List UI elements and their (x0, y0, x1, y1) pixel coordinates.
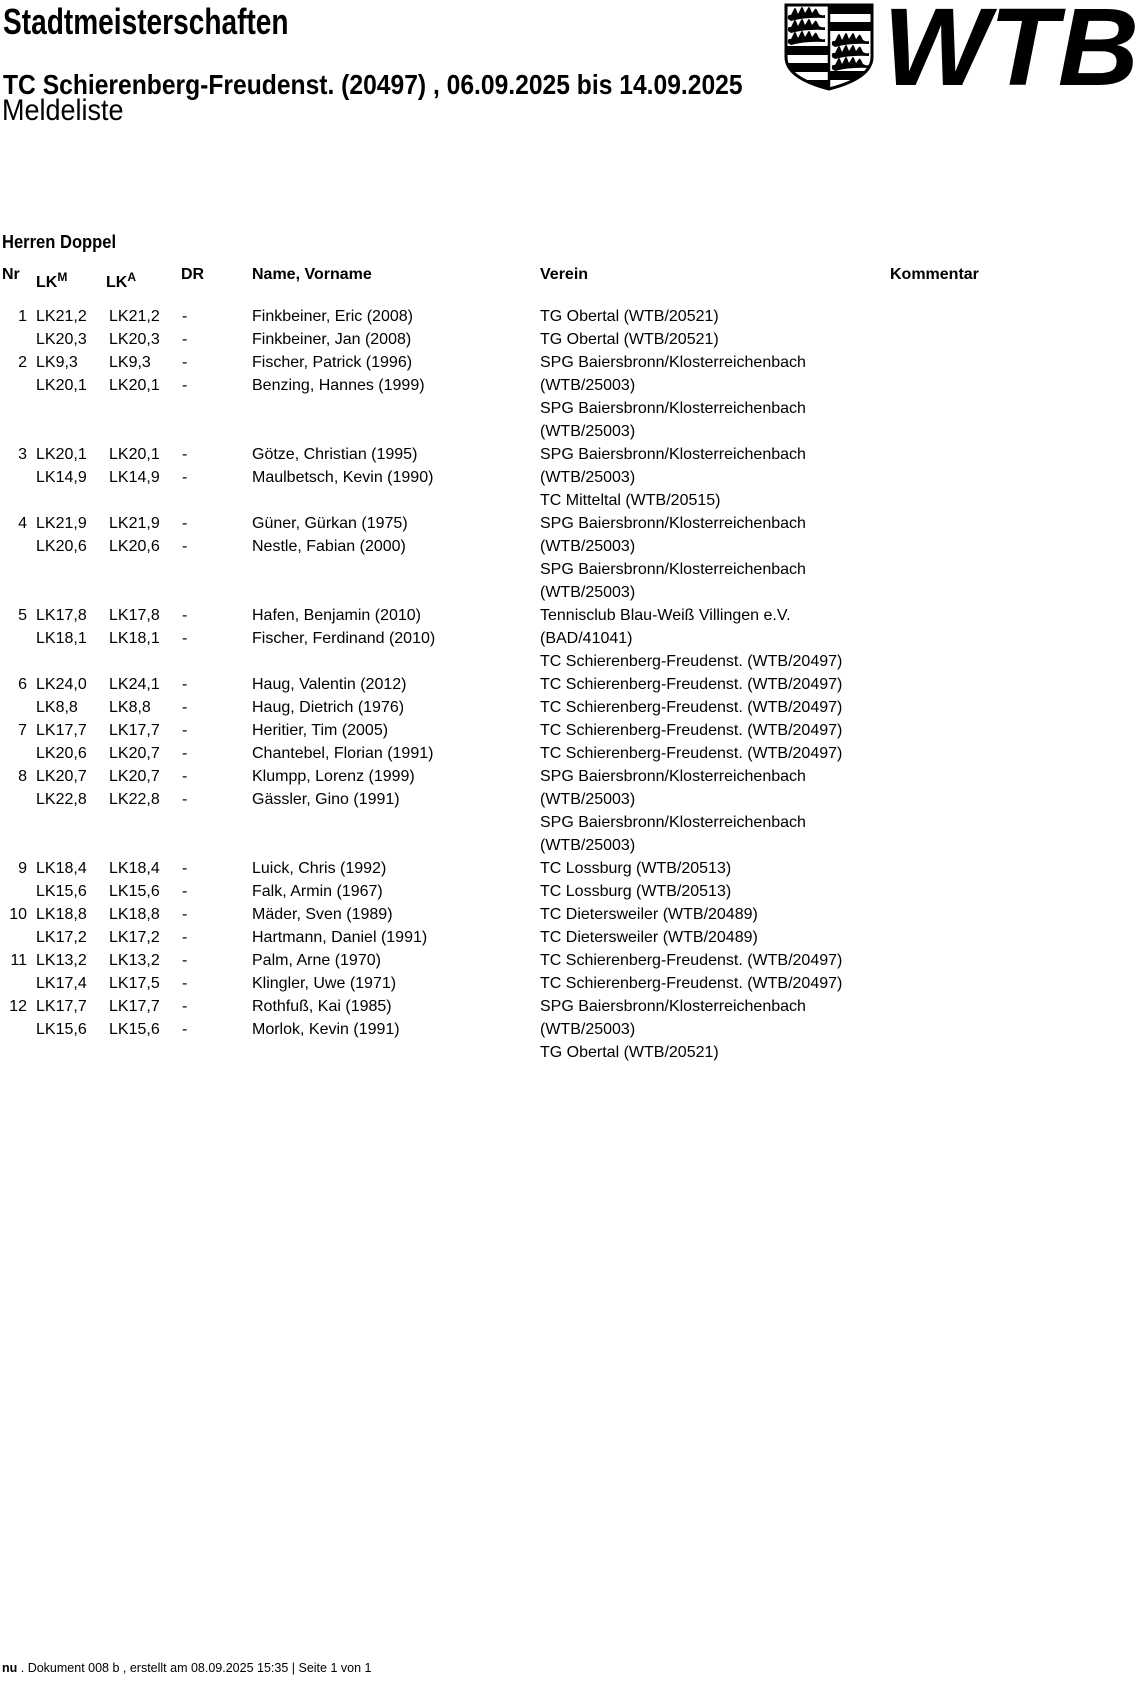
player-verein: TC Schierenberg-Freudenst. (WTB/20497) (540, 653, 843, 670)
player-dr: - (182, 998, 188, 1015)
player-name: Palm, Arne (1970) (252, 952, 381, 969)
player-name: Mäder, Sven (1989) (252, 906, 393, 923)
player-verein: TC Schierenberg-Freudenst. (WTB/20497) (540, 699, 843, 716)
player-name: Haug, Dietrich (1976) (252, 699, 405, 716)
player-lk-a: LK22,8 (109, 791, 160, 808)
table-row-line (0, 512, 1142, 535)
table-row-line (0, 466, 1142, 489)
player-name: Hafen, Benjamin (2010) (252, 607, 421, 624)
table-row-line (0, 995, 1142, 1018)
document-title: Stadtmeisterschaften (3, 1, 289, 42)
player-dr: - (182, 308, 188, 325)
footer-text: . Dokument 008 b , erstellt am 08.09.2025 15:35 | Seite 1 von 1 (17, 1661, 372, 1675)
table-row-line (0, 719, 1142, 742)
player-lk-m: LK13,2 (36, 952, 87, 969)
table-row-line (0, 788, 1142, 811)
player-lk-m: LK15,6 (36, 1021, 87, 1038)
player-dr: - (182, 699, 188, 716)
table-row-line (0, 443, 1142, 466)
player-lk-a: LK9,3 (109, 354, 151, 371)
col-header-lk-m-sup: M (57, 270, 68, 284)
player-lk-m: LK24,0 (36, 676, 87, 693)
player-lk-m: LK20,1 (36, 446, 87, 463)
player-name: Fischer, Patrick (1996) (252, 354, 413, 371)
player-name: Fischer, Ferdinand (2010) (252, 630, 436, 647)
player-lk-m: LK20,6 (36, 538, 87, 555)
table-row-line (0, 328, 1142, 351)
player-lk-m: LK18,1 (36, 630, 87, 647)
player-name: Chantebel, Florian (1991) (252, 745, 434, 762)
col-header-lk-a (106, 270, 136, 292)
player-lk-a: LK13,2 (109, 952, 160, 969)
player-dr: - (182, 354, 188, 371)
player-name: Hartmann, Daniel (1991) (252, 929, 428, 946)
player-verein: (WTB/25003) (540, 584, 636, 601)
player-lk-a: LK20,6 (109, 538, 160, 555)
table-row-line (0, 604, 1142, 627)
col-header-lk-m-label: LK (36, 274, 58, 291)
player-lk-a: LK17,5 (109, 975, 160, 992)
player-name: Nestle, Fabian (2000) (252, 538, 406, 555)
player-lk-a: LK18,1 (109, 630, 160, 647)
player-verein: TC Dietersweiler (WTB/20489) (540, 929, 758, 946)
player-dr: - (182, 331, 188, 348)
table-row-line (0, 903, 1142, 926)
player-name: Falk, Armin (1967) (252, 883, 383, 900)
wtb-logo-lettering (883, 0, 1142, 109)
player-verein: TC Dietersweiler (WTB/20489) (540, 906, 758, 923)
player-verein: TC Mitteltal (WTB/20515) (540, 492, 721, 509)
page-footer (2, 1661, 371, 1676)
table-row-line (0, 558, 1142, 581)
player-dr: - (182, 630, 188, 647)
player-name: Luick, Chris (1992) (252, 860, 387, 877)
wtb-logo (783, 0, 1142, 109)
player-lk-a: LK21,2 (109, 308, 160, 325)
player-verein: (WTB/25003) (540, 538, 636, 555)
row-number: 8 (18, 768, 27, 785)
player-dr: - (182, 860, 188, 877)
table-row-line (0, 374, 1142, 397)
player-lk-a: LK21,9 (109, 515, 160, 532)
document-type-label: Meldeliste (2, 94, 124, 127)
table-row-line (0, 696, 1142, 719)
player-lk-m: LK22,8 (36, 791, 87, 808)
player-verein: SPG Baiersbronn/Klosterreichenbach (540, 561, 806, 578)
player-dr: - (182, 883, 188, 900)
player-dr: - (182, 1021, 188, 1038)
wtb-logo-text: WTB (883, 0, 1139, 109)
player-dr: - (182, 768, 188, 785)
table-header (0, 266, 1142, 300)
col-header-name: Name, Vorname (252, 266, 372, 283)
player-lk-a: LK15,6 (109, 883, 160, 900)
player-name: Haug, Valentin (2012) (252, 676, 407, 693)
player-lk-m: LK17,2 (36, 929, 87, 946)
table-row-line (0, 581, 1142, 604)
player-lk-a: LK18,8 (109, 906, 160, 923)
player-dr: - (182, 952, 188, 969)
player-lk-m: LK8,8 (36, 699, 78, 716)
player-name: Morlok, Kevin (1991) (252, 1021, 400, 1038)
player-lk-m: LK21,2 (36, 308, 87, 325)
player-verein: SPG Baiersbronn/Klosterreichenbach (540, 446, 806, 463)
player-verein: SPG Baiersbronn/Klosterreichenbach (540, 998, 806, 1015)
player-lk-a: LK8,8 (109, 699, 151, 716)
player-verein: (WTB/25003) (540, 791, 636, 808)
player-dr: - (182, 446, 188, 463)
row-number: 4 (18, 515, 27, 532)
player-dr: - (182, 906, 188, 923)
player-verein: TG Obertal (WTB/20521) (540, 331, 719, 348)
player-verein: (WTB/25003) (540, 377, 636, 394)
col-header-verein: Verein (540, 266, 589, 283)
player-lk-m: LK18,8 (36, 906, 87, 923)
table-row-line (0, 811, 1142, 834)
row-number: 2 (18, 354, 27, 371)
player-name: Maulbetsch, Kevin (1990) (252, 469, 434, 486)
player-lk-a: LK20,1 (109, 377, 160, 394)
table-row-line (0, 949, 1142, 972)
player-verein: Tennisclub Blau-Weiß Villingen e.V. (540, 607, 791, 624)
table-row-line (0, 673, 1142, 696)
player-lk-m: LK20,6 (36, 745, 87, 762)
player-name: Finkbeiner, Eric (2008) (252, 308, 413, 325)
table-body (0, 305, 1142, 1064)
player-name: Gässler, Gino (1991) (252, 791, 400, 808)
player-name: Güner, Gürkan (1975) (252, 515, 408, 532)
player-lk-m: LK14,9 (36, 469, 87, 486)
col-header-lk-m (36, 270, 68, 292)
player-lk-m: LK17,4 (36, 975, 87, 992)
player-lk-m: LK15,6 (36, 883, 87, 900)
player-verein: TC Lossburg (WTB/20513) (540, 860, 732, 877)
table-row-line (0, 834, 1142, 857)
player-lk-a: LK20,1 (109, 446, 160, 463)
player-verein: SPG Baiersbronn/Klosterreichenbach (540, 400, 806, 417)
player-lk-a: LK14,9 (109, 469, 160, 486)
player-lk-a: LK20,3 (109, 331, 160, 348)
player-verein: (WTB/25003) (540, 1021, 636, 1038)
table-row-line (0, 650, 1142, 673)
row-number: 9 (18, 860, 27, 877)
player-lk-m: LK18,4 (36, 860, 87, 877)
row-number: 6 (18, 676, 27, 693)
player-verein: TC Schierenberg-Freudenst. (WTB/20497) (540, 722, 843, 739)
row-number: 1 (18, 308, 27, 325)
player-lk-m: LK20,3 (36, 331, 87, 348)
player-lk-m: LK20,7 (36, 768, 87, 785)
player-verein: SPG Baiersbronn/Klosterreichenbach (540, 354, 806, 371)
player-dr: - (182, 745, 188, 762)
row-number: 12 (9, 998, 27, 1015)
player-lk-m: LK20,1 (36, 377, 87, 394)
table-row-line (0, 857, 1142, 880)
player-lk-a: LK18,4 (109, 860, 160, 877)
player-verein: TC Schierenberg-Freudenst. (WTB/20497) (540, 745, 843, 762)
table-row-line (0, 420, 1142, 443)
player-verein: (WTB/25003) (540, 469, 636, 486)
player-verein: TG Obertal (WTB/20521) (540, 308, 719, 325)
player-dr: - (182, 722, 188, 739)
player-dr: - (182, 538, 188, 555)
col-header-lk-a-sup: A (127, 270, 136, 284)
player-name: Benzing, Hannes (1999) (252, 377, 425, 394)
player-dr: - (182, 676, 188, 693)
table-row-line (0, 1041, 1142, 1064)
player-verein: TC Schierenberg-Freudenst. (WTB/20497) (540, 952, 843, 969)
player-dr: - (182, 791, 188, 808)
table-row-line (0, 972, 1142, 995)
table-row-line (0, 627, 1142, 650)
player-name: Klumpp, Lorenz (1999) (252, 768, 415, 785)
player-lk-a: LK17,7 (109, 998, 160, 1015)
table-row-line (0, 926, 1142, 949)
col-header-dr: DR (181, 266, 205, 283)
document-subtitle: TC Schierenberg-Freudenst. (20497) , 06.09.2025 bis 14.09.2025 (3, 69, 743, 100)
table-row-line (0, 351, 1142, 374)
player-lk-m: LK17,7 (36, 998, 87, 1015)
player-name: Finkbeiner, Jan (2008) (252, 331, 412, 348)
player-lk-m: LK9,3 (36, 354, 78, 371)
player-lk-m: LK17,7 (36, 722, 87, 739)
row-number: 10 (9, 906, 27, 923)
wtb-shield-icon (783, 2, 875, 92)
row-number: 3 (18, 446, 27, 463)
table-row-line (0, 880, 1142, 903)
player-lk-a: LK20,7 (109, 745, 160, 762)
row-number: 7 (18, 722, 27, 739)
player-lk-a: LK20,7 (109, 768, 160, 785)
row-number: 11 (10, 952, 27, 969)
col-header-nr: Nr (2, 266, 20, 283)
player-lk-a: LK24,1 (109, 676, 160, 693)
player-dr: - (182, 377, 188, 394)
row-number: 5 (18, 607, 27, 624)
player-name: Rothfuß, Kai (1985) (252, 998, 392, 1015)
player-lk-a: LK17,7 (109, 722, 160, 739)
player-dr: - (182, 469, 188, 486)
player-lk-a: LK15,6 (109, 1021, 160, 1038)
player-lk-a: LK17,2 (109, 929, 160, 946)
table-row-line (0, 535, 1142, 558)
section-title: Herren Doppel (2, 232, 117, 252)
player-verein: (WTB/25003) (540, 423, 636, 440)
player-name: Götze, Christian (1995) (252, 446, 418, 463)
table-row-line (0, 1018, 1142, 1041)
footer-app-name: nu (2, 1661, 18, 1675)
player-verein: TC Schierenberg-Freudenst. (WTB/20497) (540, 975, 843, 992)
player-verein: TC Lossburg (WTB/20513) (540, 883, 732, 900)
player-lk-m: LK17,8 (36, 607, 87, 624)
table-row-line (0, 489, 1142, 512)
player-dr: - (182, 929, 188, 946)
player-verein: SPG Baiersbronn/Klosterreichenbach (540, 515, 806, 532)
player-dr: - (182, 975, 188, 992)
player-verein: (BAD/41041) (540, 630, 633, 647)
player-verein: SPG Baiersbronn/Klosterreichenbach (540, 814, 806, 831)
player-dr: - (182, 607, 188, 624)
col-header-kommentar: Kommentar (890, 266, 979, 283)
table-row-line (0, 742, 1142, 765)
player-verein: TG Obertal (WTB/20521) (540, 1044, 719, 1061)
table-row-line (0, 397, 1142, 420)
player-lk-a: LK17,8 (109, 607, 160, 624)
player-verein: SPG Baiersbronn/Klosterreichenbach (540, 768, 806, 785)
player-verein: TC Schierenberg-Freudenst. (WTB/20497) (540, 676, 843, 693)
player-name: Klingler, Uwe (1971) (252, 975, 397, 992)
player-lk-m: LK21,9 (36, 515, 87, 532)
player-dr: - (182, 515, 188, 532)
player-name: Heritier, Tim (2005) (252, 722, 389, 739)
player-verein: (WTB/25003) (540, 837, 636, 854)
table-row-line (0, 765, 1142, 788)
col-header-lk-a-label: LK (106, 274, 128, 291)
table-row-line (0, 305, 1142, 328)
